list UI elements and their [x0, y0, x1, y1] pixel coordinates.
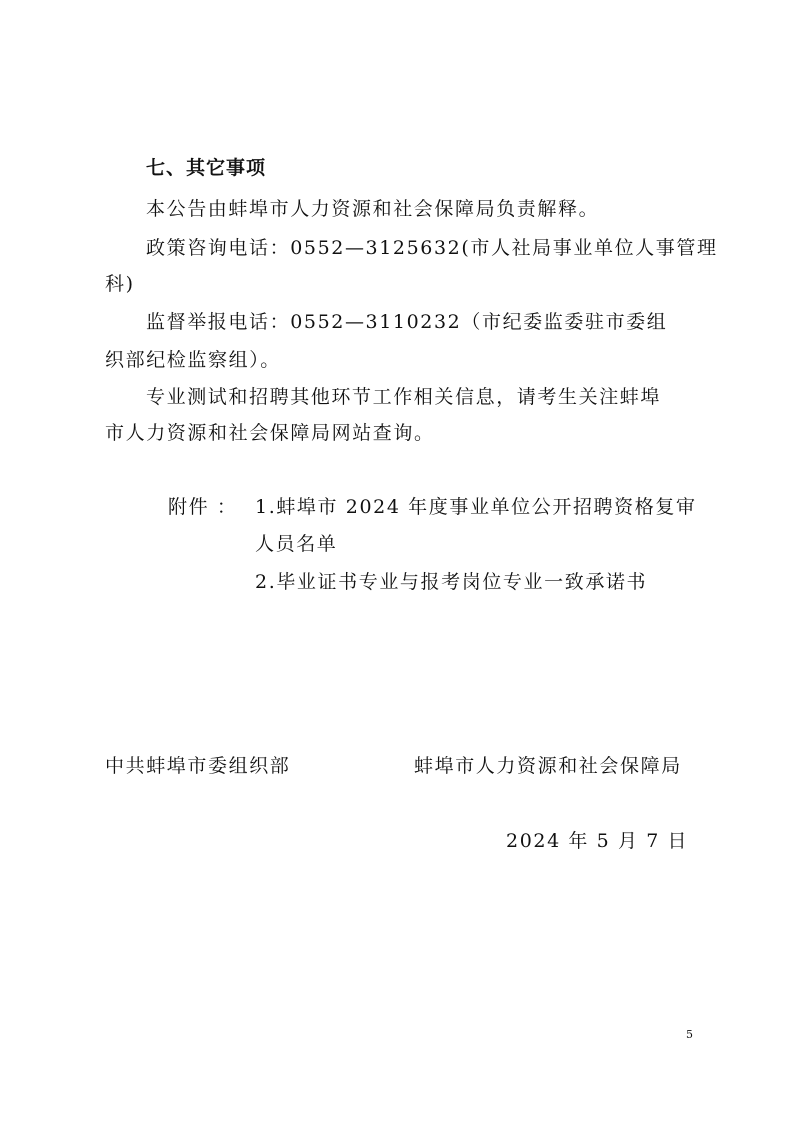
attachment-item-2: 2.毕业证书专业与报考岗位专业一致承诺书: [255, 571, 648, 593]
attachment-item-1-line2: 人员名单: [255, 533, 338, 555]
paragraph-info-line1: 专业测试和招聘其他环节工作相关信息，请考生关注蚌埠: [146, 386, 662, 408]
section-heading: 七、其它事项: [146, 157, 267, 179]
paragraph-supervision-phone-line1: 监督举报电话：0552—3110232（市纪委监委驻市委组: [146, 311, 668, 333]
paragraph-info-line2: 市人力资源和社会保障局网站查询。: [105, 422, 435, 444]
paragraph-policy-phone-line2: 科): [105, 273, 135, 295]
paragraph-interpretation: 本公告由蚌埠市人力资源和社会保障局负责解释。: [146, 198, 600, 220]
signature-org-right: 蚌埠市人力资源和社会保障局: [414, 755, 682, 777]
signature-org-left: 中共蚌埠市委组织部: [105, 755, 291, 777]
attachment-item-1-line1: 1.蚌埠市 2024 年度事业单位公开招聘资格复审: [255, 496, 697, 518]
signature-date: 2024 年 5 月 7 日: [506, 830, 689, 852]
attachments-label: 附件 ：: [168, 496, 238, 518]
paragraph-supervision-phone-line2: 织部纪检监察组）。: [105, 349, 281, 371]
paragraph-policy-phone-line1: 政策咨询电话：0552—3125632(市人社局事业单位人事管理: [146, 237, 718, 259]
page-number: 5: [686, 1028, 693, 1041]
